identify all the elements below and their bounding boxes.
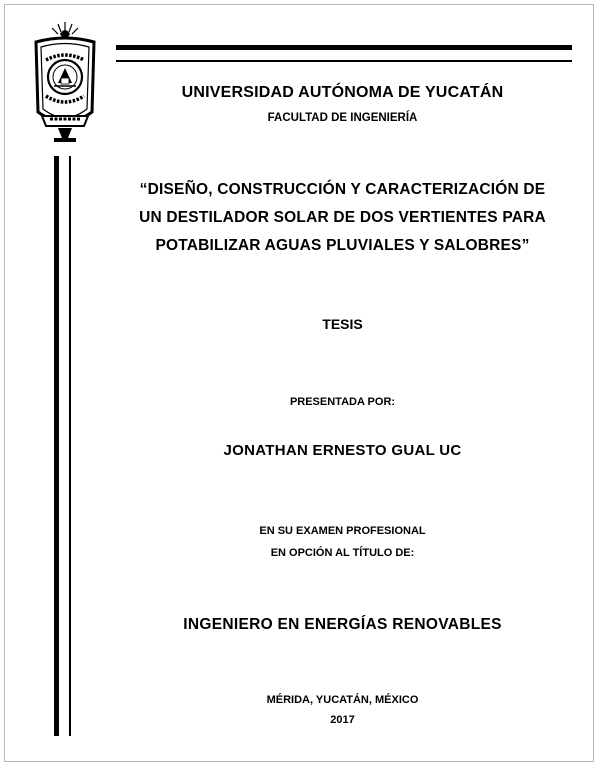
degree-title: INGENIERO EN ENERGÍAS RENOVABLES [183,616,502,633]
place-and-date [100,690,585,730]
side-rule-thin [69,156,71,736]
university-name: UNIVERSIDAD AUTÓNOMA DE YUCATÁN [181,84,504,101]
presented-by-label: PRESENTADA POR: [289,396,396,408]
year: 2017 [330,714,355,726]
exam-line: EN OPCIÓN AL TÍTULO DE: [270,547,415,559]
side-rule-thick [54,156,59,736]
thesis-title-line: POTABILIZAR AGUAS PLUVIALES Y SALOBRES” [155,237,530,254]
university-seal-logo [28,20,102,144]
header-rule-thin [116,60,572,62]
thesis-title-line: UN DESTILADOR SOLAR DE DOS VERTIENTES PARA [139,209,546,226]
faculty-name: FACULTAD DE INGENIERÍA [267,112,418,124]
exam-line: EN SU EXAMEN PROFESIONAL [259,525,426,537]
document-type: TESIS [322,316,363,332]
author-name: JONATHAN ERNESTO GUAL UC [223,442,462,459]
thesis-title [100,176,585,260]
place: MÉRIDA, YUCATÁN, MÉXICO [266,694,419,706]
thesis-title-line: “DISEÑO, CONSTRUCCIÓN Y CARACTERIZACIÓN DE [139,181,546,198]
exam-statement [100,520,585,564]
header-rule-thick [116,45,572,50]
